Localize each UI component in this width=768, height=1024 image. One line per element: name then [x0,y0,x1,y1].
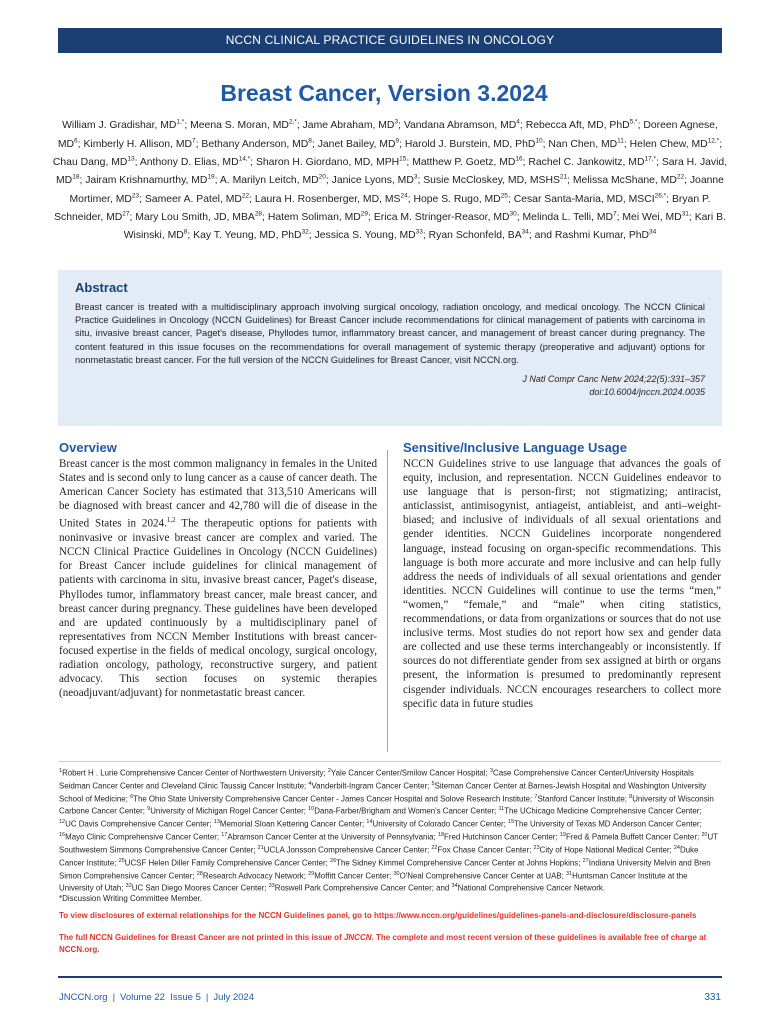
author [413,194,513,205]
affiliation-number: 10 [308,806,315,813]
author [190,120,302,131]
affiliation-number: 16 [59,832,66,839]
author-name: Meena S. Moran, MD [190,120,289,132]
full-guidelines-note [59,932,723,955]
affiliation-number: 3 [489,768,493,774]
author-separator: ; [308,230,315,242]
affiliation-text: Vanderbilt-Ingram Cancer Center; [311,781,432,791]
citation [75,373,705,398]
affiliation-number: 22 [431,844,438,851]
author-name: Ryan Schonfeld, BA [428,230,522,242]
author-separator: ; [250,157,256,168]
affiliation-number: 32 [125,883,132,890]
affiliation-number: 25 [118,857,125,864]
author-affiliation-marker: 10 [535,137,543,145]
discussion-note: *Discussion Writing Committee Member. [59,894,203,903]
affiliation-number: 23 [533,844,540,851]
author-affiliation-marker: 30 [509,210,517,218]
footer-divider [58,976,722,978]
author-affiliation-marker: 2,* [288,119,297,126]
full-note-text-end: . The complete and most recent version of these guidelines is available free of charge at NCCN.org. [59,933,707,954]
author-affiliation-marker: 33 [415,228,423,236]
author-affiliation-marker: 8 [183,228,188,236]
author [374,212,523,223]
overview-text-continued: The therapeutic options for patients with noninvasive or invasive breast cancer are complex and varied. The NCCN Clinical Practice Guidelines in Oncology (NCCN Guidelines) for Breast Cancer include guidelines for clinical management of patients with carcinoma in situ, invasive breast cancer, Paget's disease, Phyllodes tumor, inflammatory breast cancer, male breast cancer, and breast cancer during pregnancy. These guidelines have been developed and are updated continuously by a multidisciplinary panel of representatives from NCCN Member Institutions with breast cancer-focused expertise in the fields of medical oncology, surgical oncology, radiation oncology, pathology, reconstructive surgery, and patient advocacy. This section focuses on systemic therapies (neoadjuvant/adjuvant) for nonmetastatic breast cancer. [59,518,377,700]
author-name: Laura H. Rosenberger, MD, MS [254,193,401,205]
author-name: Doreen Agnese, MD [57,120,718,150]
author-name: Bethany Anderson, MD [201,138,309,150]
author-name: Rashmi Kumar, PhD [554,230,650,242]
author-separator: ; [296,120,303,132]
author-separator: ; [623,138,630,150]
author-affiliation-marker: 34 [521,228,529,236]
affiliation-text: City of Hope National Medical Center; [539,845,674,855]
affiliation-text: O'Neal Comprehensive Cancer Center at UAB; [399,871,566,881]
affiliation-number: 34 [451,883,458,890]
abstract-heading: Abstract [75,280,128,295]
author-name: Anthony D. Elias, MD [139,157,239,168]
volume-label: Volume 22 [120,992,165,1003]
affiliation-text: University of Colorado Cancer Center; [372,819,509,829]
author [303,120,404,131]
author-name: Helen Chew, MD [629,138,708,150]
affiliation-text: Dana-Farber/Brigham and Women's Cancer Center; [314,807,499,817]
author-separator: ; [616,211,623,223]
overview-body [59,457,377,700]
disclosure-link[interactable]: To view disclosures of external relationships for the NCCN Guidelines panel, go to https://www.nccn.org/guidelines/guidelines-panels-and-disclosure/disclosure-panels [59,911,697,920]
author-affiliation-marker: 23 [131,192,140,200]
author-name: Rebecca Aft, MD, PhD [525,120,630,132]
author-separator: ; [417,175,424,187]
citation-doi[interactable]: doi:10.6004/jnccn.2024.0035 [589,386,705,397]
affiliation-text: University of Michigan Rogel Cancer Center; [150,807,309,817]
affiliation-text: Robert H . Lurie Comprehensive Cancer Center of Northwestern University; [62,768,328,778]
series-banner: NCCN CLINICAL PRACTICE GUIDELINES IN ONCOLOGY [58,28,722,53]
affiliation-text: Siteman Cancer Center at Barnes-Jewish Hospital and Washington University School of Medicine; [59,781,707,804]
author-affiliation-marker: 20 [318,173,326,181]
author-affiliation-marker: 34 [649,228,657,236]
author-affiliation-marker: 3 [413,173,418,181]
footnote-divider [59,761,721,762]
author-affiliation-marker: 24 [400,192,408,200]
overview-heading: Overview [59,440,117,455]
affiliation-number: 13 [213,819,220,826]
author-name: Susie McCloskey, MD, MSHS [423,175,560,187]
author-name: Nan Chen, MD [548,138,618,150]
affiliation-number: 6 [130,793,134,800]
author-name: Jame Abraham, MD [302,120,395,132]
author-name: Mary Lou Smith, JD, MBA [135,211,255,223]
author [255,194,414,205]
author-affiliation-marker: 18 [72,173,80,181]
page-number: 331 [704,992,721,1003]
author [423,175,573,186]
author-separator: ; [656,157,662,168]
affiliation-number: 14 [366,819,373,826]
affiliation-text: Huntsman Cancer Institute at the University of Utah; [59,871,688,894]
author-separator: ; [637,120,644,132]
affiliation-text: The UChicago Medicine Comprehensive Cancer Center; [504,807,702,817]
author-separator: ; [522,157,529,168]
author-affiliation-marker: 4 [516,119,520,126]
author-affiliation-marker: 11 [617,137,624,145]
affiliation-text: Duke Cancer Institute; [59,845,699,868]
author [528,157,661,168]
journal-link[interactable]: JNCCN.org [59,992,108,1003]
affiliation-text: The Sidney Kimmel Comprehensive Cancer Center at Johns Hopkins; [336,858,583,868]
author [523,212,623,223]
footer-separator: | [112,992,116,1003]
author-affiliation-marker: 25 [500,192,508,200]
author-name: Sharon H. Giordano, MD, MPH [255,157,400,168]
affiliation-text: Case Comprehensive Cancer Center/University Hospitals Seidman Cancer Center and Cleveland Clinic Taussig Cancer Institute; [59,768,694,791]
author [404,120,526,131]
affiliation-text: The Ohio State University Comprehensive Cancer Center - James Cancer Hospital and Solove Research Institute; [133,794,535,804]
author [85,175,220,186]
author [193,230,314,241]
author-name: Jairam Krishnamurthy, MD [85,175,208,187]
author-separator: ; [129,211,136,223]
author-name: Cesar Santa-Maria, MD, MSCI [513,193,655,205]
author-separator: ; [187,230,194,242]
language-heading: Sensitive/Inclusive Language Usage [403,440,627,455]
author-affiliation-marker: 27 [122,210,130,218]
author-affiliation-marker: 26,* [654,192,667,200]
footer-info [59,992,254,1003]
affiliation-text: UCLA Jonsson Comprehensive Cancer Center; [263,845,432,855]
affiliation-number: 7 [534,793,538,800]
author-separator: ; [398,120,404,132]
author [62,120,190,131]
affiliation-number: 29 [308,870,315,877]
author-name: Kari B. Wisinski, MD [123,211,726,242]
author-name: William J. Gradishar, MD [62,120,177,132]
author-affiliation-marker: 8 [308,137,312,145]
column-divider [387,450,388,752]
author-name: Melinda L. Telli, MD [522,211,613,223]
author-separator: ; [139,193,145,205]
affiliation-number: 1 [59,768,63,774]
author-name: Matthew P. Goetz, MD [412,157,516,168]
date-label: July 2024 [213,992,254,1003]
affiliation-number: 12 [59,819,66,826]
reference-marker[interactable]: 1,2 [166,516,176,525]
abstract-body: Breast cancer is treated with a multidisciplinary approach involving surgical oncology, radiation oncology, and medical oncology. The NCCN Clinical Practice Guidelines in Oncology (NCCN Guidelines) for Breast Cancer include recommendations for clinical management of patients with carcinoma in situ, invasive breast cancer, Paget's disease, Phyllodes tumor, inflammatory breast cancer, and management of breast cancer during pregnancy. The content featured in this issue focuses on the recommendations for overall management of systemic therapy (preoperative and adjuvant) options for nonmetastatic breast cancer. For the full version of the NCCN Guidelines for Breast Cancer, visit NCCN.org. [75,302,705,365]
journal-name: JNCCN [343,933,372,942]
affiliation-number: 28 [196,870,203,877]
affiliation-number: 24 [673,844,680,851]
affiliation-text: Stanford Cancer Institute; [537,794,630,804]
affiliation-text: The University of Texas MD Anderson Cancer Center; [514,819,702,829]
author-affiliation-marker: 19 [207,173,215,181]
language-body: NCCN Guidelines strive to use language that advances the goals of equity, inclusion, and representation. NCCN Guidelines endeavor to use language that is person-first; not stigmatizing; antiracist, anticlassist, antimisogynist, antiageist, antiableist, and anti–weight-biased; and inclusive of individuals of all sexual orientations and gender identities. NCCN Guidelines incorporate nongendered language, instead focusing on organ-specific recommendations. This language is both more accurate and more inclusive and can help fully address the needs of individuals of all sexual orientations and gender identities. NCCN Guidelines will continue to use the terms “men,” “women,” “female,” and “male” when citing statistics, recommendations, or data from organizations or sources that do not use inclusive terms. Most studies do not report how sex and gender data are collected and use these terms interchangeably or inconsistently. If sources do not differentiate gender from sex assigned at birth or organs present, the information is presumed to predominantly represent cisgender individuals. NCCN encourages researchers to collect more specific data in future studies [403,458,721,710]
author-separator: ; [719,138,723,150]
affiliation-text: Moffitt Cancer Center; [314,871,394,881]
affiliation-number: 21 [257,844,264,851]
author-affiliation-marker: 12,* [707,137,720,145]
affiliation-text: Abramson Cancer Center at the University of Pennsylvania; [227,832,438,842]
author [514,194,672,205]
author-separator: ; [134,157,140,168]
author-separator: ; [249,193,255,205]
author-separator: ; [684,175,690,187]
affiliation-text: National Comprehensive Cancer Network. [457,884,605,894]
author-affiliation-marker: 7 [192,137,196,145]
affiliation-text: Fred Hutchinson Cancer Center; [444,832,560,842]
author-name: Janice Lyons, MD [331,175,414,187]
affiliation-text: Memorial Sloan Kettering Cancer Center; [219,819,367,829]
author-name: Sameer A. Patel, MD [144,193,242,205]
affiliation-text: UC San Diego Moores Cancer Center; [131,884,269,894]
author-separator: ; [214,175,220,187]
author-separator: ; [688,211,695,223]
author-name: Mei Wei, MD [622,211,682,223]
author [318,139,405,150]
issue-label: Issue 5 [170,992,201,1003]
affiliation-text: UCSF Helen Diller Family Comprehensive Cancer Center; [124,858,331,868]
author [135,212,268,223]
affiliation-number: 11 [498,806,505,813]
author-separator: ; [666,193,672,205]
author-affiliation-marker: 5,* [629,119,638,126]
author-affiliation-marker: 21 [559,173,568,181]
author-separator: ; [422,230,429,242]
author-separator: ; [516,211,523,223]
affiliation-text: Yale Cancer Center/Smilow Cancer Hospital; [330,768,490,778]
author-name: Bryan P. Schneider, MD [54,193,711,223]
author-affiliation-marker: 3 [394,119,399,126]
affiliation-number: 8 [629,793,633,800]
author-separator: ; [368,211,374,223]
affiliation-number: 9 [147,806,151,813]
author [315,230,429,241]
author-affiliation-marker: 9 [395,137,400,145]
affiliation-text: UC Davis Comprehensive Cancer Center; [65,819,214,829]
author-separator: ; [311,138,318,150]
author [83,139,201,150]
author-name: Janet Bailey, MD [317,138,396,150]
affiliation-text: Mayo Clinic Comprehensive Cancer Center; [65,832,222,842]
affiliation-text: Research Advocacy Network; [202,871,309,881]
affiliation-text: Fox Chase Cancer Center; [437,845,534,855]
author-affiliation-marker: 16 [515,155,523,163]
affiliation-text: Roswell Park Comprehensive Cancer Center; and [274,884,452,894]
affiliation-number: 19 [559,832,566,839]
author-separator: ; [399,138,405,150]
author-affiliation-marker: 31 [681,210,689,218]
affiliation-number: 26 [330,857,337,864]
author-separator: ; [567,175,573,187]
author-separator: ; and [528,230,555,242]
author-separator: ; [77,138,84,150]
affiliation-number: 5 [431,780,435,787]
author-affiliation-marker: 13 [127,155,135,163]
author [555,230,656,241]
author-name: Hope S. Rugo, MD [413,193,501,205]
author-affiliation-marker: 6 [74,137,78,145]
affiliation-number: 33 [268,883,275,890]
author-name: Harold J. Burstein, MD, PhD [404,138,536,150]
author-name: Kay T. Yeung, MD, PhD [193,230,302,242]
overview-text: Breast cancer is the most common malignancy in females in the United States and is second only to lung cancer as a cause of cancer death. The American Cancer Society has estimated that 313,510 Americans will be diagnosed with breast cancer and 42,780 will die of disease in the United States in 2024. [59,458,377,531]
author [630,139,722,150]
author-affiliation-marker: 7 [613,210,617,218]
author-name: Chau Dang, MD [52,157,128,168]
author-name: Erica M. Stringer-Reasor, MD [373,211,510,223]
author [412,157,528,168]
affiliations [59,766,721,894]
author [573,175,690,186]
author-separator: ; [262,211,268,223]
author-affiliation-marker: 14,* [238,155,251,163]
author [53,157,140,168]
author-separator: ; [325,175,332,187]
author-affiliation-marker: 28 [254,210,263,218]
overview-column [59,440,377,700]
author [526,120,644,131]
author-affiliation-marker: 29 [360,210,369,218]
footer-separator: | [205,992,209,1003]
author [332,175,424,186]
author-name: A. Marilyn Leitch, MD [219,175,319,187]
article-title: Breast Cancer, Version 3.2024 [220,80,548,106]
author-name: Jessica S. Young, MD [314,230,416,242]
author-affiliation-marker: 1,* [176,119,185,126]
author-name: Sara H. Javid, MD [56,157,728,187]
affiliation-number: 15 [508,819,515,826]
affiliation-text: University of Wisconsin Carbone Cancer Center; [59,794,714,817]
author-separator: ; [542,138,549,150]
author-affiliation-marker: 32 [301,228,309,236]
author [220,175,332,186]
affiliation-text: Indiana University Melvin and Bren Simon Comprehensive Cancer Center; [59,858,711,881]
author-name: Kimberly H. Allison, MD [83,138,193,150]
affiliation-text: Fred & Pamela Buffett Cancer Center; [565,832,702,842]
abstract-box [58,270,722,426]
affiliation-number: 27 [582,857,589,864]
author-separator: ; [407,193,414,205]
author-separator: ; [184,120,191,132]
author-name: Rachel C. Jankowitz, MD [528,157,645,168]
author [140,157,256,168]
author-separator: ; [195,138,202,150]
affiliation-number: 2 [327,768,331,774]
citation-journal: J Natl Compr Canc Netw 2024;22(5):331–357 [522,374,705,385]
affiliation-text: UT Southwestern Simmons Comprehensive Cancer Center; [59,832,718,855]
author-separator: ; [406,157,413,168]
affiliation-number: 18 [437,832,445,839]
author-list [50,116,730,244]
author-name: Melissa McShane, MD [572,175,677,187]
author-name: Vandana Abramson, MD [403,120,517,132]
author-affiliation-marker: 17,* [644,155,657,163]
author [201,139,317,150]
affiliation-number: 4 [308,780,312,787]
author-name: Hatem Soliman, MD [267,211,361,223]
author-separator: ; [519,120,526,132]
affiliation-number: 20 [701,832,708,839]
author-affiliation-marker: 22 [241,192,250,200]
affiliation-number: 30 [393,870,400,877]
affiliation-number: 17 [221,832,228,839]
author-separator: ; [507,193,514,205]
affiliation-number: 31 [566,870,573,877]
author [429,230,555,241]
author [622,212,694,223]
author-affiliation-marker: 15 [399,155,407,163]
author [405,139,549,150]
author-name: Joanne Mortimer, MD [69,175,724,205]
full-note-text: The full NCCN Guidelines for Breast Cancer are not printed in this issue of [59,933,344,942]
author [268,212,374,223]
author [548,139,629,150]
author [256,157,412,168]
language-column [403,440,721,711]
author [145,194,255,205]
author-separator: ; [79,175,86,187]
author-affiliation-marker: 22 [676,173,685,181]
